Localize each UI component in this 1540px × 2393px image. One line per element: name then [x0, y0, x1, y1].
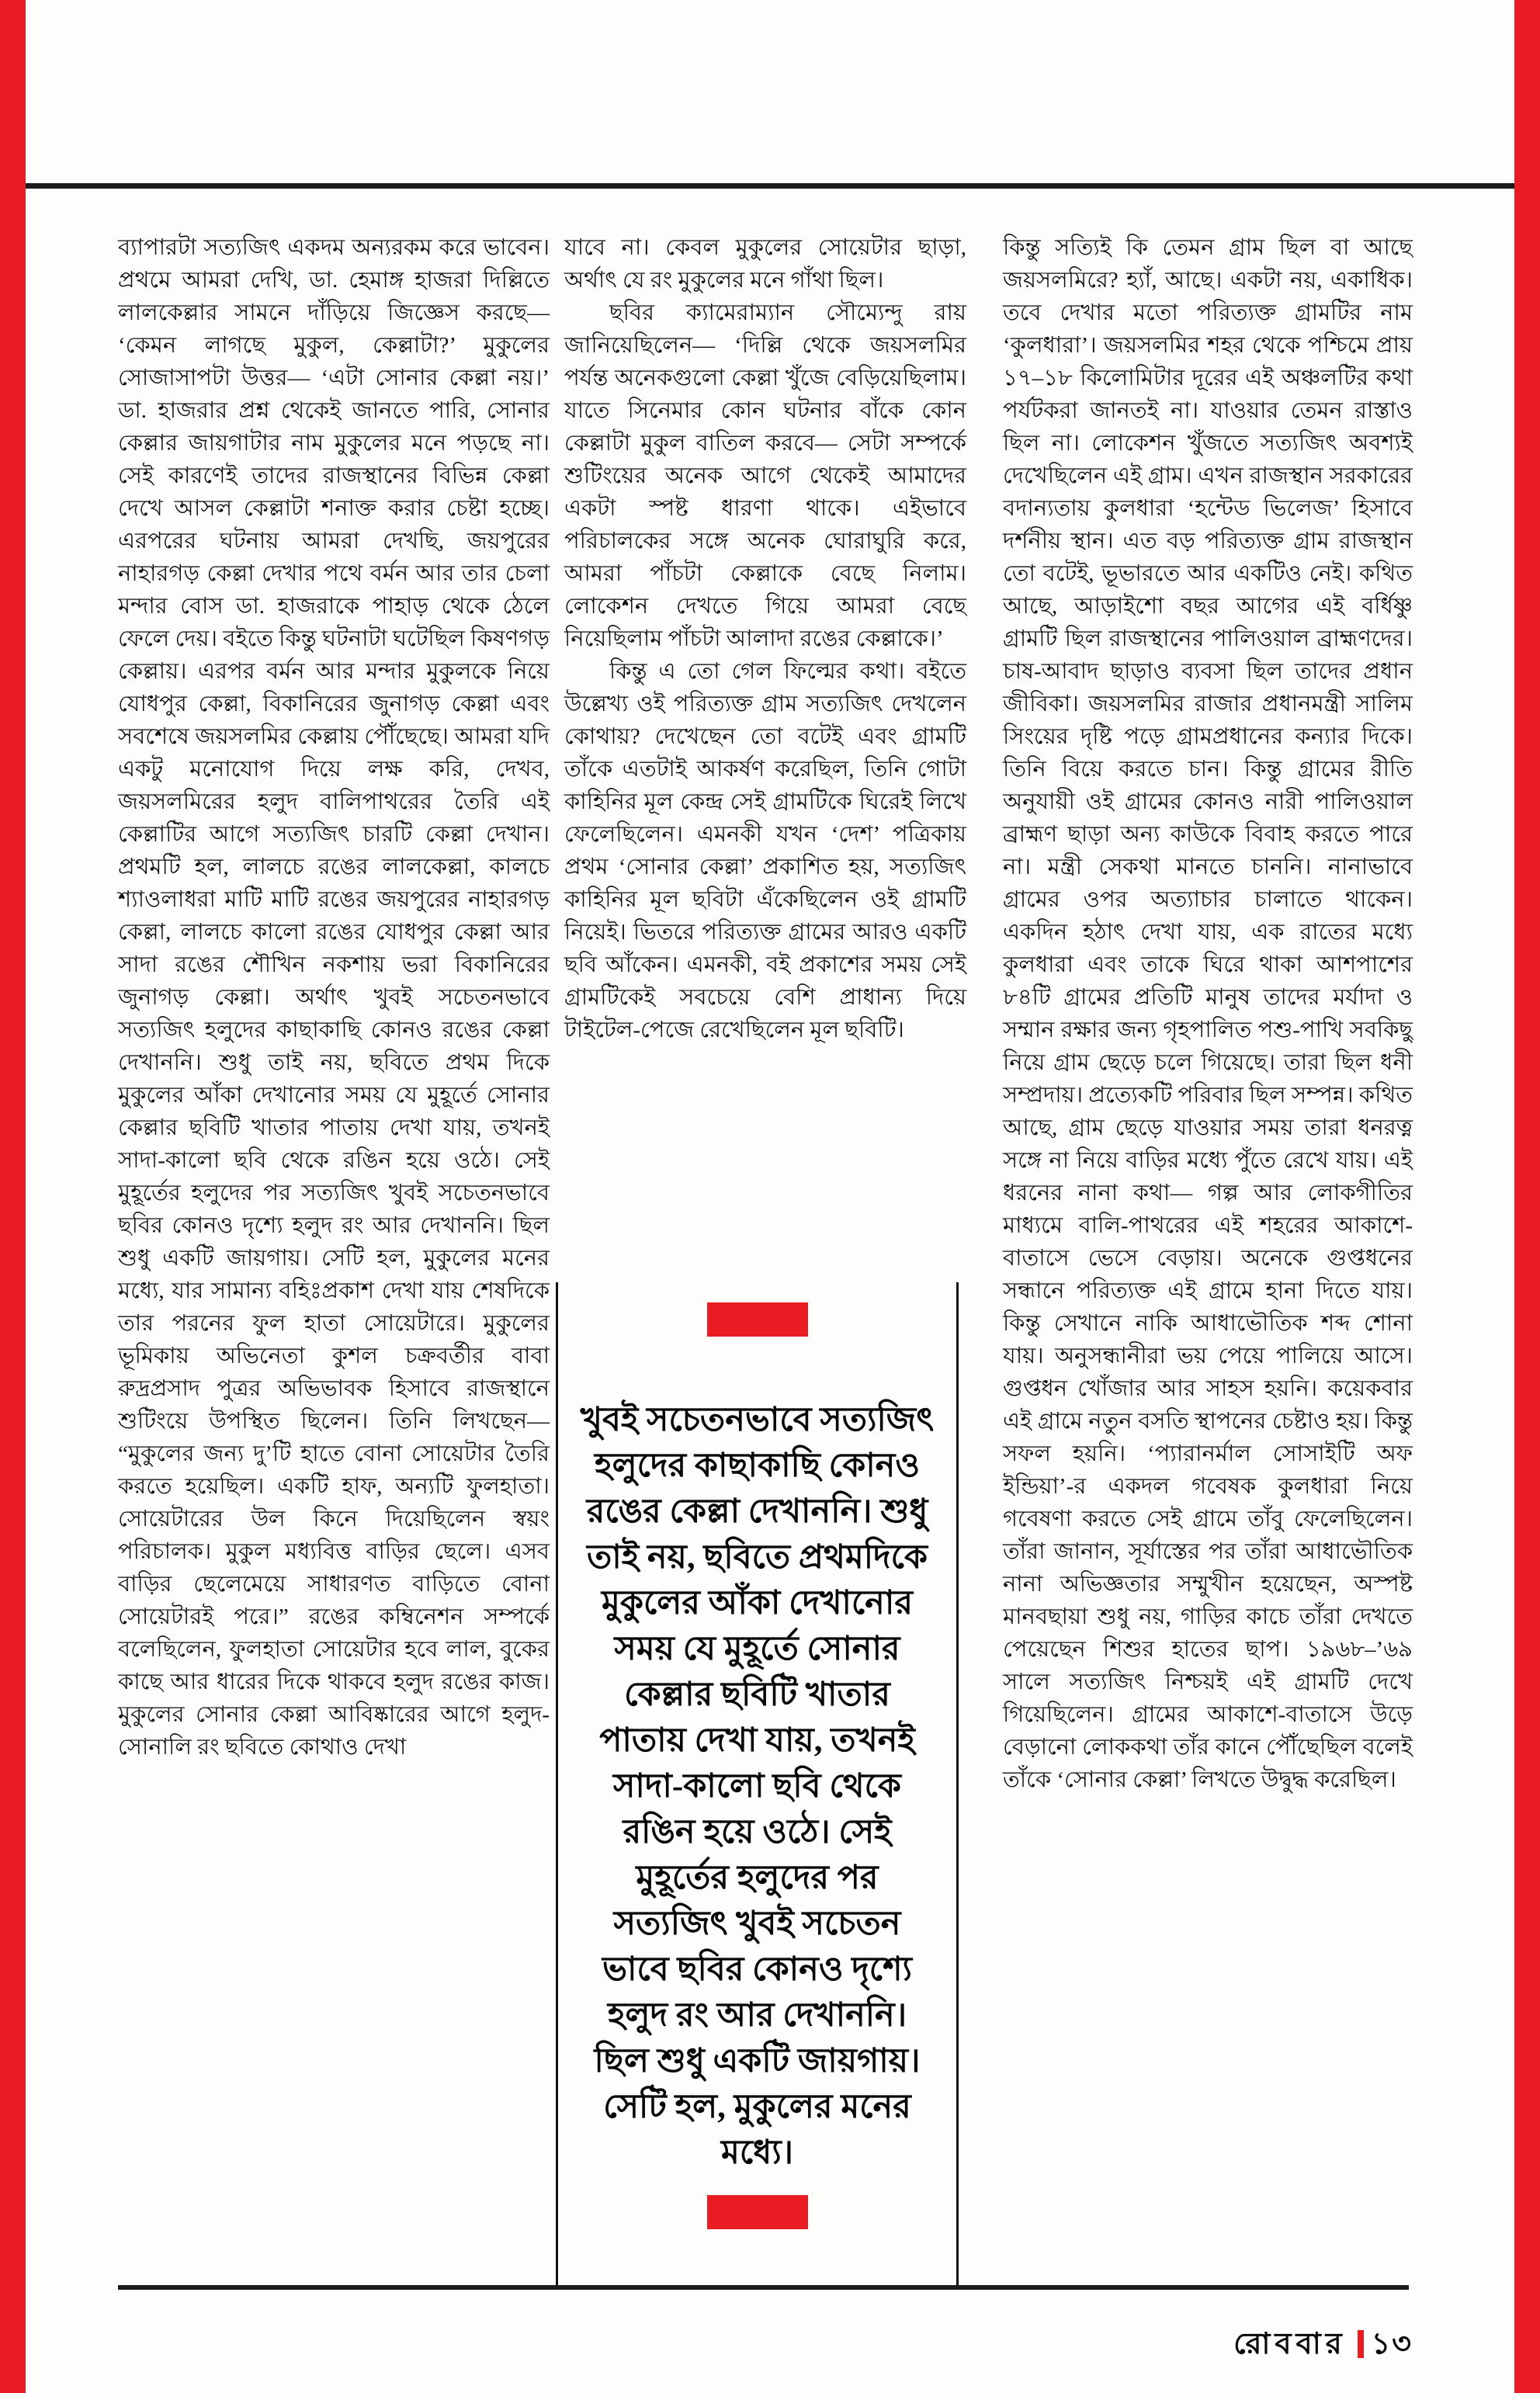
pull-quote-text: খুবই সচেতনভাবে সত্যজিৎ হলুদের কাছাকাছি কোনও রঙের কেল্লা দেখাননি। শুধু তাই নয়, ছবিতে প্রথমদিকে মুকুলের আঁকা দেখানোর সময় যে মুহূর্তে সোনার কেল্লার ছবিটি খাতার পাতায় দেখা যায়, তখনই সাদা-কালো ছবি থেকে রঙিন হয়ে ওঠে। সেই মুহূর্তের হলুদের পর সত্যজিৎ খুবই সচেতন ভাবে ছবির কোনও দৃশ্যে হলুদ রং আর দেখাননি। ছিল শুধু একটি জায়গায়। সেটি হল, মুকুলের মনের মধ্যে।	[580, 1402, 935, 2171]
footer-rule	[118, 2285, 1409, 2290]
body-paragraph: ব্যাপারটা সত্যজিৎ একদম অন্যরকম করে ভাবেন। প্রথমে আমরা দেখি, ডা. হেমাঙ্গ হাজরা দিল্লিতে লালকেল্লার সামনে দাঁড়িয়ে জিজ্ঞেস করছে— ‘কেমন লাগছে মুকুল, কেল্লাটা?’ মুকুলের সোজাসাপটা উত্তর— ‘এটা সোনার কেল্লা নয়।’ ডা. হাজরার প্রশ্ন থেকেই জানতে পারি, সোনার কেল্লার জায়গাটার নাম মুকুলের মনে পড়ছে না। সেই কারণেই তাদের রাজস্থানের বিভিন্ন কেল্লা দেখে আসল কেল্লাটা শনাক্ত করার চেষ্টা হচ্ছে। এরপরের ঘটনায় আমরা দেখছি, জয়পুরের নাহারগড় কেল্লা দেখার পথে বর্মন আর তার চেলা মন্দার বোস ডা. হাজরাকে পাহাড় থেকে ঠেলে ফেলে দেয়। বইতে কিন্তু ঘটনাটা ঘটেছিল কিষণগড় কেল্লায়। এরপর বর্মন আর মন্দার মুকুলকে নিয়ে যোধপুর কেল্লা, বিকানিরের জুনাগড় কেল্লা এবং সবশেষে জয়সলমির কেল্লায় পৌঁছেছে। আমরা যদি একটু মনোযোগ দিয়ে লক্ষ করি, দেখব, জয়সলমিরের হলুদ বালিপাথরের তৈরি এই কেল্লাটির আগে সত্যজিৎ চারটি কেল্লা দেখান। প্রথমটি হল, লালচে রঙের লালকেল্লা, কালচে শ্যাওলাধরা মাটি মাটি রঙের জয়পুরের নাহারগড় কেল্লা, লালচে কালো রঙের যোধপুর কেল্লা আর সাদা রঙের শৌখিন নকশায় ভরা বিকানিরের জুনাগড় কেল্লা। অর্থাৎ খুবই সচেতনভাবে সত্যজিৎ হলুদের কাছাকাছি কোনও রঙের কেল্লা দেখাননি। শুধু তাই নয়, ছবিতে প্রথম দিকে মুকুলের আঁকা দেখানোর সময় যে মুহূর্তে সোনার কেল্লার ছবিটি খাতার পাতায় দেখা যায়, তখনই সাদা-কালো ছবি থেকে রঙিন হয়ে ওঠে। সেই মুহূর্তের হলুদের পর সত্যজিৎ খুবই সচেতনভাবে ছবির কোনও দৃশ্যে হলুদ রং আর দেখাননি। ছিল শুধু একটি জায়গায়। সেটি হল, মুকুলের মনের মধ্যে, যার সামান্য বহিঃপ্রকাশ দেখা যায় শেষদিকে তার পরনের ফুল হাতা সোয়েটারে। মুকুলের ভূমিকায় অভিনেতা কুশল চক্রবর্তীর বাবা রুদ্রপ্রসাদ পুত্রর অভিভাবক হিসাবে রাজস্থানে শুটিংয়ে উপস্থিত ছিলেন। তিনি লিখছেন— “মুকুলের জন্য দু’টি হাতে বোনা সোয়েটার তৈরি করতে হয়েছিল। একটি হাফ, অন্যটি ফুলহাতা। সোয়েটারের উল কিনে দিয়েছিলেন স্বয়ং পরিচালক। মুকুল মধ্যবিত্ত বাড়ির ছেলে। এসব বাড়ির ছেলেমেয়ে সাধারণত বাড়িতে বোনা সোয়েটারই পরে।” রঙের কম্বিনেশন সম্পর্কে বলেছিলেন, ফুলহাতা সোয়েটার হবে লাল, বুকের কাছে আর ধারের দিকে থাকবে হলুদ রঙের কাজ। মুকুলের সোনার কেল্লা আবিষ্কারের আগে হলুদ-সোনালি রং ছবিতে কোথাও দেখা	[118, 235, 550, 1760]
text-column-2	[564, 231, 966, 1046]
right-red-edge-strip	[1514, 0, 1540, 2393]
page-number: ১৩	[1371, 2328, 1413, 2360]
top-rule	[26, 183, 1514, 189]
pull-quote-bottom-red-bar	[707, 2195, 808, 2229]
text-column-1	[118, 231, 550, 1764]
body-paragraph: কিন্তু সত্যিই কি তেমন গ্রাম ছিল বা আছে জয়সলমিরে? হ্যাঁ, আছে। একটা নয়, একাধিক। তবে দেখার মতো পরিত্যক্ত গ্রামটির নাম ‘কুলধারা’। জয়সলমির শহর থেকে পশ্চিমে প্রায় ১৭–১৮ কিলোমিটার দূরের এই অঞ্চলটির কথা পর্যটকরা জানতই না। যাওয়ার তেমন রাস্তাও ছিল না। লোকেশন খুঁজতে সত্যজিৎ অবশ্যই দেখেছিলেন এই গ্রাম। এখন রাজস্থান সরকারের বদান্যতায় কুলধারা ‘হন্টেড ভিলেজ’ হিসাবে দর্শনীয় স্থান। এত বড় পরিত্যক্ত গ্রাম রাজস্থান তো বটেই, ভূভারতে আর একটিও নেই। কথিত আছে, আড়াইশো বছর আগের এই বর্ধিষ্ণু গ্রামটি ছিল রাজস্থানের পালিওয়াল ব্রাহ্মণদের। চাষ-আবাদ ছাড়াও ব্যবসা ছিল তাদের প্রধান জীবিকা। জয়সলমির রাজার প্রধানমন্ত্রী সালিম সিংয়ের দৃষ্টি পড়ে গ্রামপ্রধানের কন্যার দিকে। তিনি বিয়ে করতে চান। কিন্তু গ্রামের রীতি অনুযায়ী ওই গ্রামের কোনও নারী পালিওয়াল ব্রাহ্মণ ছাড়া অন্য কাউকে বিবাহ করতে পারে না। মন্ত্রী সেকথা মানতে চাননি। নানাভাবে গ্রামের ওপর অত্যাচার চালাতে থাকেন। একদিন হঠাৎ দেখা যায়, এক রাতের মধ্যে কুলধারা এবং তাকে ঘিরে থাকা আশপাশের ৮৪টি গ্রামের প্রতিটি মানুষ তাদের মর্যাদা ও সম্মান রক্ষার জন্য গৃহপালিত পশু-পাখি সবকিছু নিয়ে গ্রাম ছেড়ে চলে গিয়েছে। তারা ছিল ধনী সম্প্রদায়। প্রত্যেকটি পরিবার ছিল সম্পন্ন। কথিত আছে, গ্রাম ছেড়ে যাওয়ার সময় তারা ধনরত্ন সঙ্গে না নিয়ে বাড়ির মধ্যে পুঁতে রেখে যায়। এই ধরনের নানা কথা— গল্প আর লোকগীতির মাধ্যমে বালি-পাথরের এই শহরের আকাশে-বাতাসে ভেসে বেড়ায়। অনেকে গুপ্তধনের সন্ধানে পরিত্যক্ত এই গ্রামে হানা দিতে যায়। কিন্তু সেখানে নাকি আধাভৌতিক শব্দ শোনা যায়। অনুসন্ধানীরা ভয় পেয়ে পালিয়ে আসে। গুপ্তধন খোঁজার আর সাহস হয়নি। কয়েকবার এই গ্রামে নতুন বসতি স্থাপনের চেষ্টাও হয়। কিন্তু সফল হয়নি। ‘প্যারানর্মাল সোসাইটি অফ ইন্ডিয়া’-র একদল গবেষক কুলধারা নিয়ে গবেষণা করতে সেই গ্রামে তাঁবু ফেলেছিলেন। তাঁরা জানান, সূর্যাস্তের পর তাঁরা আধাভৌতিক নানা অভিজ্ঞতার সম্মুখীন হয়েছেন, অস্পষ্ট মানবছায়া শুধু নয়, গাড়ির কাচে তাঁরা দেখতে পেয়েছেন শিশুর হাতের ছাপ। ১৯৬৮–’৬৯ সালে সত্যজিৎ নিশ্চয়ই এই গ্রামটি দেখে গিয়েছিলেন। গ্রামের আকাশে-বাতাসে উড়ে বেড়ানো লোককথা তাঁর কানে পৌঁছেছিল বলেই তাঁকে ‘সোনার কেল্লা’ লিখতে উদ্বুদ্ধ করেছিল।	[1003, 235, 1413, 1792]
text-column-3	[1003, 231, 1413, 1796]
pull-quote-top-red-bar	[707, 1302, 808, 1337]
magazine-name: রোববার	[1233, 2328, 1347, 2360]
body-paragraph: ছবির ক্যামেরাম্যান সৌম্যেন্দু রায় জানিয়েছিলেন— ‘দিল্লি থেকে জয়সলমির পর্যন্ত অনেকগুলো কেল্লা খুঁজে বেড়িয়েছিলাম। যাতে সিনেমার কোন ঘটনার বাঁকে কোন কেল্লাটা মুকুল বাতিল করবে— সেটা সম্পর্কে শুটিংয়ের অনেক আগে থেকেই আমাদের একটা স্পষ্ট ধারণা থাকে। এইভাবে পরিচালকের সঙ্গে অনেক ঘোরাঘুরি করে, আমরা পাঁচটা কেল্লাকে বেছে নিলাম। লোকেশন দেখতে গিয়ে আমরা বেছে নিয়েছিলাম পাঁচটা আলাদা রঙের কেল্লাকে।’	[564, 300, 966, 651]
footer	[1003, 2321, 1413, 2370]
footer-red-separator	[1358, 2330, 1364, 2358]
body-paragraph: যাবে না। কেবল মুকুলের সোয়েটার ছাড়া, অর্থাৎ যে রং মুকুলের মনে গাঁথা ছিল।	[564, 235, 966, 293]
pull-quote-block	[556, 1282, 959, 2287]
body-paragraph: কিন্তু এ তো গেল ফিল্মের কথা। বইতে উল্লেখ্য ওই পরিত্যক্ত গ্রাম সত্যজিৎ দেখলেন কোথায়? দেখেছেন তো বটেই এবং গ্রামটি তাঁকে এতটাই আকর্ষণ করেছিল, তিনি গোটা কাহিনির মূল কেন্দ্র সেই গ্রামটিকে ঘিরেই লিখে ফেলেছিলেন। এমনকী যখন ‘দেশ’ পত্রিকায় প্রথম ‘সোনার কেল্লা’ প্রকাশিত হয়, সত্যজিৎ কাহিনির মূল ছবিটা এঁকেছিলেন ওই গ্রামটি নিয়েই। ভিতরে পরিত্যক্ত গ্রামের আরও একটি ছবি আঁকেন। এমনকী, বই প্রকাশের সময় সেই গ্রামটিকেই সবচেয়ে বেশি প্রাধান্য দিয়ে টাইটেল-পেজে রেখেছিলেন মূল ছবিটি।	[564, 659, 966, 1042]
left-red-edge-strip	[0, 0, 26, 2393]
